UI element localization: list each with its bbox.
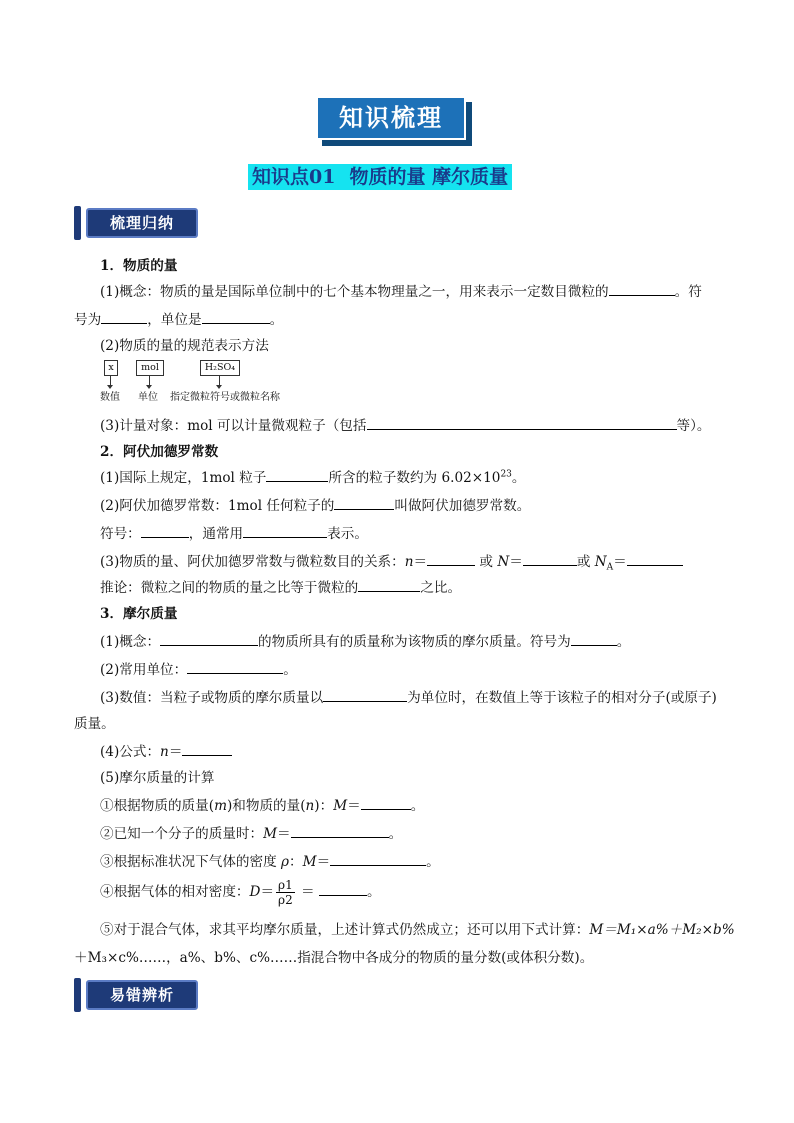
text: (1)概念：物质的量是国际单位制中的七个基本物理量之一，用来表示一定数目微粒的 <box>100 284 609 300</box>
text: 所含的粒子数约为 6.02×10 <box>328 470 501 486</box>
fill-blank <box>323 687 407 702</box>
text: ＝ <box>413 554 428 570</box>
line-molar-value <box>100 686 717 706</box>
text: 为单位时，在数值上等于该粒子的相对分子(或原子) <box>407 690 717 706</box>
text: 推论：微粒之间的物质的量之比等于微粒的 <box>100 580 359 596</box>
text: ＝ <box>613 554 627 570</box>
error-tag <box>74 978 200 1012</box>
text: ＝ <box>296 884 319 900</box>
fill-blank <box>291 823 389 838</box>
var-n: n <box>404 554 414 570</box>
text: ＝ <box>347 798 361 814</box>
summary-tag-label: 梳理归纳 <box>86 208 198 238</box>
line-calc-2 <box>100 822 402 842</box>
fill-blank <box>182 741 232 756</box>
text: 之比。 <box>420 580 462 596</box>
text: ＋M₃×c%……，a%、b%、c%……指混合物中各成分的物质的量分数(或体积分数)。 <box>74 950 594 966</box>
fill-blank <box>319 881 367 896</box>
fill-blank <box>266 467 328 482</box>
text: 。 <box>410 798 425 814</box>
text: 。 <box>616 634 631 650</box>
line-molar-unit <box>100 658 297 678</box>
tag-bar <box>74 978 81 1012</box>
var-m: m <box>214 798 227 814</box>
var-rho: ρ <box>281 854 290 870</box>
fill-blank <box>160 631 258 646</box>
line-calc-5-cont <box>74 946 593 966</box>
text: 等）。 <box>676 418 711 434</box>
text: ： <box>289 854 303 870</box>
heading-1: 1．物质的量 <box>100 258 178 274</box>
text: 叫做阿伏加德罗常数。 <box>394 498 531 514</box>
line-calc-heading: (5)摩尔质量的计算 <box>100 770 215 786</box>
fraction <box>276 878 295 907</box>
line-avogadro-2 <box>100 494 530 514</box>
line-inference <box>100 576 461 596</box>
denominator: ρ2 <box>278 893 293 907</box>
line-calc-3 <box>100 850 440 870</box>
diagram-label-unit: 单位 <box>138 392 158 403</box>
fill-blank <box>358 577 420 592</box>
text: )： <box>314 798 334 814</box>
text: ③根据标准状况下气体的密度 <box>100 854 282 870</box>
error-tag-label: 易错辨析 <box>86 980 198 1010</box>
var-D: D <box>249 884 261 900</box>
notation-diagram <box>100 360 320 404</box>
section-title: 知识梳理 <box>316 96 466 140</box>
text: (4)公式： <box>100 744 161 760</box>
diagram-label-particle: 指定微粒符号或微粒名称 <box>170 392 280 403</box>
fill-blank <box>427 551 475 566</box>
heading-3: 3．摩尔质量 <box>100 606 178 622</box>
text: ，通常用 <box>188 526 244 542</box>
line-calc-1 <box>100 794 424 814</box>
line-calc-4 <box>100 878 381 907</box>
fill-blank <box>243 523 327 538</box>
line-objects <box>100 414 710 434</box>
fill-blank <box>334 495 394 510</box>
text: (1)国际上规定，1mol 粒子 <box>100 470 267 486</box>
var-N: N <box>497 554 510 570</box>
text: 或 <box>576 554 595 570</box>
numerator: ρ1 <box>278 878 293 892</box>
text: 。 <box>366 884 381 900</box>
text: 的物质所具有的质量称为该物质的摩尔质量。符号为 <box>258 634 571 650</box>
fill-blank <box>571 631 617 646</box>
text: 。 <box>269 312 284 328</box>
mixture-formula: M＝M₁×a%＋M₂×b% <box>589 922 735 938</box>
subscript: A <box>606 562 614 573</box>
text: 表示。 <box>327 526 368 542</box>
text: (2)常用单位： <box>100 662 188 678</box>
diagram-box-particle: H₂SO₄ <box>200 360 240 376</box>
knowledge-point-label: 知识点01 <box>252 166 336 188</box>
diagram-box-value: x <box>104 360 118 376</box>
line-relation <box>100 550 683 573</box>
text: (3)计量对象：mol 可以计量微观粒子（包括 <box>100 418 367 434</box>
text: ＝ <box>316 854 331 870</box>
fill-blank <box>627 551 683 566</box>
text: 号为 <box>74 312 102 328</box>
text: ④根据气体的相对密度： <box>100 884 250 900</box>
line-avogadro-1 <box>100 466 525 486</box>
diagram-label-value: 数值 <box>100 392 120 403</box>
text: 。 <box>283 662 297 678</box>
fill-blank <box>367 415 677 430</box>
knowledge-point-title: 物质的量 摩尔质量 <box>349 166 509 188</box>
text: 或 <box>475 554 498 570</box>
fill-blank <box>141 523 189 538</box>
text: 。符 <box>674 284 702 300</box>
line-molar-concept <box>100 630 630 650</box>
text: (2)阿伏加德罗常数：1mol 任何粒子的 <box>100 498 335 514</box>
line-notation: (2)物质的量的规范表示方法 <box>100 338 269 354</box>
var-M: M <box>333 798 348 814</box>
text: (3)物质的量、阿伏加德罗常数与微粒数目的关系： <box>100 554 405 570</box>
tag-bar <box>74 206 81 240</box>
fill-blank <box>609 281 675 296</box>
fill-blank <box>523 551 577 566</box>
summary-tag <box>74 206 200 240</box>
var-M: M <box>263 826 278 842</box>
line-formula <box>100 740 232 760</box>
knowledge-point-heading <box>248 164 512 190</box>
exponent: 23 <box>500 469 512 480</box>
line-calc-5 <box>100 918 735 938</box>
text: (3)数值：当粒子或物质的摩尔质量以 <box>100 690 324 706</box>
line-avogadro-symbol <box>100 522 368 542</box>
text: 符号： <box>100 526 141 542</box>
text: ＝ <box>277 826 291 842</box>
heading-2: 2．阿伏加德罗常数 <box>100 444 219 460</box>
arrow-down-icon <box>219 376 220 386</box>
text: (1)概念： <box>100 634 161 650</box>
text: ＝ <box>509 554 523 570</box>
section-title-box <box>316 96 474 148</box>
text: ＝ <box>168 744 183 760</box>
var-M: M <box>302 854 317 870</box>
text: 。 <box>511 470 526 486</box>
line-symbol-unit <box>74 308 283 328</box>
fill-blank <box>101 309 147 324</box>
fill-blank <box>330 851 426 866</box>
diagram-box-unit: mol <box>136 360 164 376</box>
fill-blank <box>361 795 411 810</box>
line-molar-value-cont: 质量。 <box>74 716 115 732</box>
text: ②已知一个分子的质量时： <box>100 826 264 842</box>
text: ，单位是 <box>147 312 202 328</box>
line-concept <box>100 280 702 300</box>
var-n: n <box>160 744 169 760</box>
text: ①根据物质的质量( <box>100 798 215 814</box>
text: 。 <box>388 826 403 842</box>
text: 。 <box>426 854 440 870</box>
fill-blank <box>202 309 270 324</box>
fill-blank <box>187 659 283 674</box>
var-NA: N <box>594 554 607 570</box>
arrow-down-icon <box>110 376 111 386</box>
var-n: n <box>305 798 315 814</box>
text: )和物质的量( <box>226 798 306 814</box>
arrow-down-icon <box>149 376 150 386</box>
text: ＝ <box>260 884 275 900</box>
text: ⑤对于混合气体，求其平均摩尔质量，上述计算式仍然成立；还可以用下式计算： <box>100 922 590 938</box>
